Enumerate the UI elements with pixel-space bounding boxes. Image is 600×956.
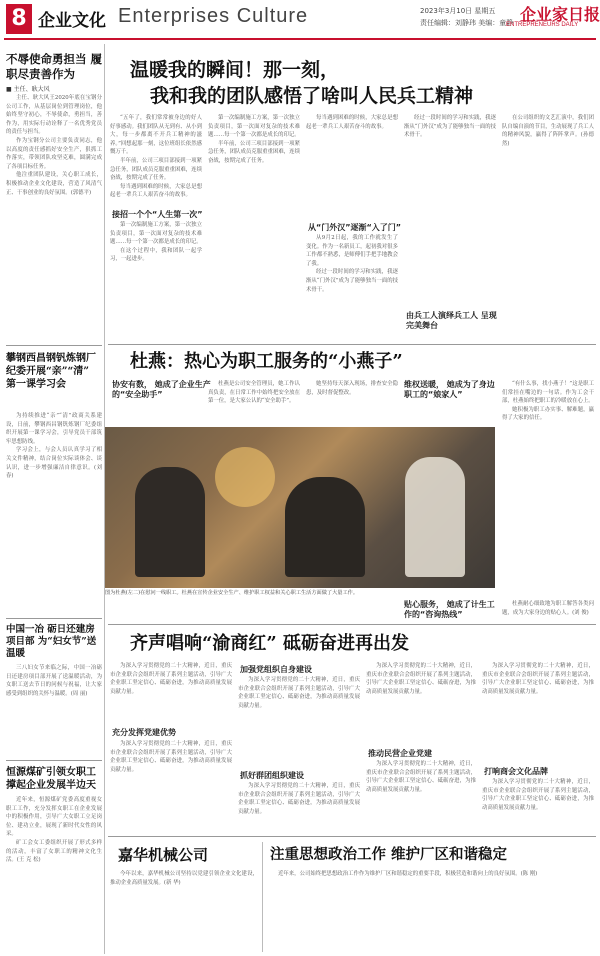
dufan-subhead-1: 协安有数， 她成了企业生产的“安全助手” — [112, 380, 211, 399]
newspaper-brand-en: ENTREPRENEURS DAILY — [506, 22, 579, 28]
divider — [6, 760, 102, 761]
main-body-col2: 第一次编制施工方案，第一次独立负责项目，第一次面对复杂的技术难题……每一个第一次都是成长的印记。 半年前，公司三项目部接到一项紧急任务，团队成员克服重重困难，连续奋战，按期完成了任务。 — [208, 115, 300, 164]
chongqing-col3b: 为深入学习贯彻党的二十大精神，近日，重庆市企业联合会组织开展了系列主题活动，引导广大企业职工坚定信心、砥砺奋进，为推动高质量发展贡献力量。 — [366, 761, 476, 793]
chongqing-body: 为深入学习贯彻党的二十大精神，近日，重庆市企业联合会组织开展了系列主题活动，引导广大企业职工坚定信心、砥砺奋进，为推动高质量发展贡献力量。 — [110, 663, 232, 695]
chongqing-col4b: 为深入学习贯彻党的二十大精神，近日，重庆市企业联合会组织开展了系列主题活动，引导广大企业职工坚定信心、砥砺奋进，为推动高质量发展贡献力量。 — [482, 779, 594, 811]
left-bottom2-body: 近年来，恒源煤矿党委高度重视女职工工作，充分发挥女职工在企业发展中的积极作用，引导广大女职工立足岗位、建功立业，展现了新时代女性的风采。 矿工会女工委组织开展了形式多样的活动，丰富了女职工的精神文化生活。(王 克 松) — [6, 797, 102, 864]
section-title-en: Enterprises Culture — [118, 5, 309, 27]
dufan-photo — [105, 427, 495, 588]
dufan-subhead-2: 维权送暖， 她成为了身边职工的“娘家人” — [404, 380, 495, 399]
main-body-col4: 经过一段时间的学习和实践，我逐渐从“门外汉”成为了能够独当一面的技术骨干。 — [404, 115, 496, 139]
chongqing-subhead-1: 充分发挥党建优势 — [112, 728, 176, 737]
left-bottom2-title: 恒源煤矿引领女职工 撑起企业发展半边天 — [6, 767, 96, 791]
chongqing-col3: 为深入学习贯彻党的二十大精神，近日，重庆市企业联合会组织开展了系列主题活动，引导广大企业职工坚定信心、砥砺奋进，为推动高质量发展贡献力量。 — [366, 663, 476, 695]
editor-line: 责任编辑：刘静玮 美编：童静 — [420, 19, 514, 27]
chongqing-subhead-3: 抓好群团组织建设 — [240, 771, 304, 780]
dufan-body-col3: 她坚持每天深入现场，排查安全隐患，及时督促整改。 — [306, 381, 398, 396]
chongqing-title: 齐声唱响“渝商红” 砥砺奋进再出发 — [130, 633, 409, 654]
chongqing-col1: 为深入学习贯彻党的二十大精神，近日，重庆市企业联合会组织开展了系列主题活动，引导广大企业职工坚定信心、砥砺奋进，为推动高质量发展贡献力量。 — [110, 741, 232, 773]
masthead — [0, 0, 600, 40]
main-body-col3: 每当遇到困难的时候，大家总是想起老一辈兵工人艰苦奋斗的故事。 — [306, 115, 398, 130]
main-sub2-body: 从9月2日起，我的工作就发生了变化。作为一名新员工，起初我对很多工作都不熟悉，是师傅们手把手地教会了我。 经过一段时间的学习和实践，我逐渐从“门外汉”成为了能够独当一面的技术骨干。 — [306, 235, 398, 293]
header-rule — [4, 38, 596, 40]
date-line: 2023年3月10日 星期五 — [420, 7, 496, 15]
column-divider — [262, 842, 263, 952]
divider — [108, 344, 596, 345]
left-top-byline: ■ 主任、耿大风 — [6, 86, 50, 93]
main-subhead-3: 由兵工人演绎兵工人 呈现完美舞台 — [406, 311, 497, 330]
left-top-title: 不辱使命勇担当 履职尽责善作为 — [6, 52, 103, 81]
divider — [6, 345, 102, 346]
main-sub1-body: 第一次编制施工方案，第一次独立负责项目，第一次面对复杂的技术难题……每一个第一次都是成长的印记。 在这个过程中，我和团队一起学习，一起进步。 — [110, 222, 202, 263]
dufan-subhead-3: 贴心服务， 她成了计生工作的“咨询热线” — [404, 600, 495, 619]
left-bottom1-title: 中国一冶 砺日还建房项目部 为“妇女节”送温暖 — [6, 624, 97, 659]
main-subhead-1: 接招一个个“人生第一次” — [112, 210, 203, 219]
dufan-sub2-body: “有什么事，找小燕子！”这是职工们常挂在嘴边的一句话。作为工会干部，杜燕始终把职工的冷暖放在心上。 她积极为职工办实事、解难题，赢得了大家的信任。 — [502, 381, 594, 422]
main-sub3-body: 在公司组织的文艺汇演中，我们团队自编自演的节目，生动展现了兵工人的精神风貌，赢得了阵阵掌声。(孙德然) — [502, 115, 594, 147]
main-subhead-2: 从“门外汉”逐渐“入了门” — [308, 223, 402, 232]
chongqing-col4: 为深入学习贯彻党的二十大精神，近日，重庆市企业联合会组织开展了系列主题活动，引导广大企业职工坚定信心、砥砺奋进，为推动高质量发展贡献力量。 — [482, 663, 594, 695]
chongqing-col2b: 为深入学习贯彻党的二十大精神，近日，重庆市企业联合会组织开展了系列主题活动，引导广大企业职工坚定信心、砥砺奋进，为推动高质量发展贡献力量。 — [238, 783, 360, 815]
main-body: “五年了，我们常常被身边的好人好事感动。我们团队从无到有、从小到大，每一步都离不开兵工精神的滋养。”回想起那一刻，这位班组长依然感慨万千。 半年前，公司三项目部接到一项紧急任务，团队成员克服重重困难，连续奋战，按期完成了任务。 每当遇到困难的时候，大家总是想起老一辈兵工人艰苦奋斗的故事。 — [110, 115, 202, 199]
chongqing-col2: 为深入学习贯彻党的二十大精神，近日，重庆市企业联合会组织开展了系列主题活动，引导广大企业职工坚定信心、砥砺奋进，为推动高质量发展贡献力量。 — [238, 677, 360, 709]
section-title: 企业文化 — [38, 11, 106, 31]
left-mid-body: 为持续推进“亲”“清”政商关系建设，日前，攀钢西昌钢钒炼钢厂纪委组织开展第一课学习会，引导党员干部筑牢思想防线。 学习会上，与会人员认真学习了相关文件精神，结合岗位实际谈体会、谈认识，进一步增强廉洁自律意识。(刘 春) — [6, 413, 102, 480]
photo-caption: 图为杜燕(左二)在慰问一线职工。杜燕在宣传企业安全生产、维护职工权益和关心职工生活方面做了大量工作。 — [105, 590, 359, 596]
left-bottom1-body: 三八妇女节来临之际，中国一冶砺日还建房项目部开展了送温暖活动，为女职工送去节日的问候与祝福，让大家感受到组织的关怀与温暖。(周 丽) — [6, 665, 102, 697]
dufan-sub3-body: 杜燕耐心细致地为职工解答各类问题，成为大家身边的贴心人。(刘 俊) — [502, 601, 594, 616]
chongqing-subhead-4: 推动民营企业党建 — [368, 749, 432, 758]
main-title-line2: 我和我的团队感悟了啥叫人民兵工精神 — [150, 85, 474, 107]
jiaxin-body: 今年以来，嘉华机械公司坚持以党建引领企业文化建设，推动企业高质量发展。(新 华) — [110, 871, 258, 886]
page-number: 8 — [6, 4, 32, 34]
dufan-body-col2: 杜燕是公司安全管理员，她工作认真负责，在日常工作中始终把安全放在第一位，是大家公认的“安全助手”。 — [208, 381, 300, 405]
main-title-line1: 温暖我的瞬间！那一刻， — [130, 59, 340, 81]
divider — [108, 836, 596, 837]
dufan-title: 杜燕：热心为职工服务的“小燕子” — [130, 351, 403, 372]
divider — [6, 618, 102, 619]
jiaxin-title: 嘉华机械公司 — [118, 846, 209, 864]
dufan-sub1-body — [110, 380, 202, 424]
factory-title: 注重思想政治工作 维护厂区和谐稳定 — [270, 846, 508, 863]
chongqing-subhead-5: 打响商会文化品牌 — [484, 767, 548, 776]
newspaper-brand: 企业家日报 — [520, 5, 600, 24]
factory-body: 近年来，公司始终把思想政治工作作为维护厂区和谐稳定的重要手段，积极营造和谐向上的良好氛围。(陈 刚) — [278, 871, 538, 877]
divider — [108, 624, 596, 625]
left-top-body: 主任、耿大风王2020年底在宝钢分公司工作，从基层岗位到管理岗位，他始终坚守初心，不辱使命，勇担当，善作为，用实际行动诠释了一名优秀党员的责任与担当。 作为宝钢分公司主要负责同志，他以高度的责任感抓好安全生产，狠抓工作落实，带领团队攻坚克难，圆满完成了各项目标任务。 他注重团队建设，关心职工成长，积极推动企业文化建设，营造了风清气正、干事创业的良好氛围。(郭德平) — [6, 95, 102, 196]
left-mid-title: 攀钢西昌钢钒炼钢厂 纪委开展“亲”“清” 第一课学习会 — [6, 353, 96, 390]
chongqing-subhead-2: 加强党组织自身建设 — [240, 665, 312, 674]
